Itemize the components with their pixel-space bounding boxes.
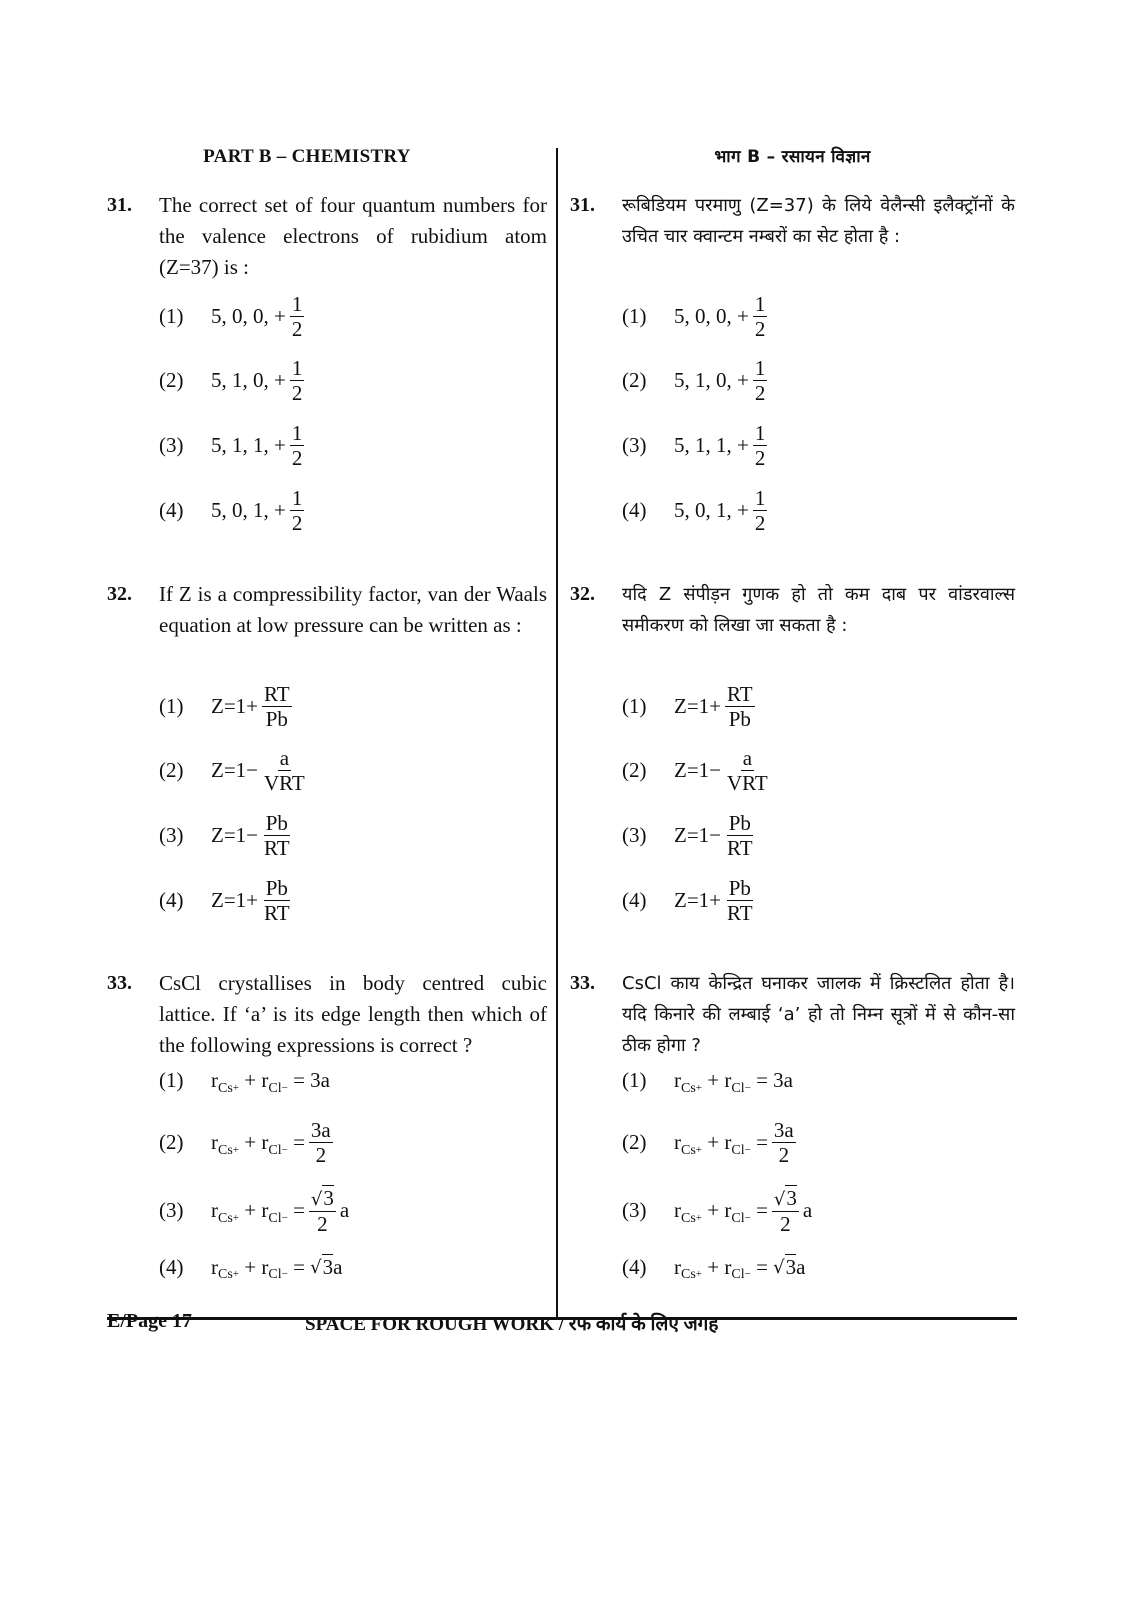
option-4: (4) 5, 0, 1, + $\frac{1}{2}$: [622, 486, 766, 536]
option-1: (1) Z=1+ $\frac{RT}{Pb}$: [159, 682, 290, 732]
option-3: (3) Z=1− $\frac{Pb}{RT}$: [159, 811, 290, 861]
page-number: E/Page 17: [107, 1310, 192, 1332]
option-1: (1) 5, 0, 0, + $\frac{1}{2}$: [622, 292, 766, 342]
option-2: (2) Z=1− $\frac{a}{\text{VRT}}$: [622, 746, 768, 796]
hindi-column: [570, 140, 1015, 1282]
option-1: (1) r Cs+ + r Cl− = 3a: [159, 1068, 330, 1096]
part-title: भाग B – रसायन विज्ञान: [714, 147, 871, 167]
option-2: (2) 5, 1, 0, + $\frac{1}{2}$: [159, 356, 303, 406]
question-text: रूबिडियम परमाणु (Z=37) के लिये वेलैन्सी इलैक्ट्रॉनों के उचित चार क्वान्टम नम्बरों का सेट होता है :: [622, 195, 1015, 247]
option-4: (4) Z=1+ $\frac{Pb}{RT}$: [622, 876, 753, 926]
question-text: The correct set of four quantum numbers for the valence electrons of rubidium atom (Z=37) is :: [159, 193, 547, 279]
question-number: 32.: [107, 583, 132, 605]
part-title: PART B – CHEMISTRY: [203, 146, 411, 167]
option-2: (2) r Cs+ + r Cl− = $\frac{3a}{2}$: [159, 1118, 331, 1168]
option-4: (4) r Cs+ + r Cl− = √ 3 a: [622, 1254, 806, 1282]
question-31: [107, 190, 547, 283]
option-1: (1) r Cs+ + r Cl− = 3a: [622, 1068, 793, 1096]
question-32: [570, 579, 1015, 641]
rough-work-label: SPACE FOR ROUGH WORK / रफ कार्य के लिए जगह: [305, 1314, 719, 1335]
question-32: [107, 579, 547, 641]
question-number: 33.: [570, 972, 595, 994]
question-number: 31.: [570, 194, 595, 216]
question-33: [570, 968, 1015, 1061]
option-2: (2) Z=1− $\frac{a}{\text{VRT}}$: [159, 746, 305, 796]
question-33: [107, 968, 547, 1061]
option-1: (1) 5, 0, 0, + $\frac{1}{2}$: [159, 292, 303, 342]
question-text: CsCl काय केन्द्रित घनाकर जालक में क्रिस्टलित होता है। यदि किनारे की लम्बाई ‘a’ हो तो निम्न सूत्रों में से कौन-सा ठीक होगा ?: [622, 973, 1015, 1056]
question-31: [570, 190, 1015, 252]
question-text: यदि Z संपीड़न गुणक हो तो कम दाब पर वांडरवाल्स समीकरण को लिखा जा सकता है :: [622, 584, 1015, 636]
question-number: 31.: [107, 194, 132, 216]
option-3: (3) Z=1− $\frac{Pb}{RT}$: [622, 811, 753, 861]
option-3: (3) r Cs+ + r Cl− = $\frac{√3}{2}$ a: [622, 1186, 813, 1236]
option-2: (2) 5, 1, 0, + $\frac{1}{2}$: [622, 356, 766, 406]
option-4: (4) r Cs+ + r Cl− = √ 3 a: [159, 1254, 343, 1282]
question-number: 33.: [107, 972, 132, 994]
option-4: (4) Z=1+ $\frac{Pb}{RT}$: [159, 876, 290, 926]
option-1: (1) Z=1+ $\frac{RT}{Pb}$: [622, 682, 753, 732]
english-column: [107, 140, 547, 1282]
question-number: 32.: [570, 583, 595, 605]
question-text: If Z is a compressibility factor, van der Waals equation at low pressure can be written as :: [159, 582, 547, 637]
question-text: CsCl crystallises in body centred cubic lattice. If ‘a’ is its edge length then which of the following expressions is correct ?: [159, 971, 547, 1057]
option-3: (3) r Cs+ + r Cl− = $\frac{√3}{2}$ a: [159, 1186, 350, 1236]
option-2: (2) r Cs+ + r Cl− = $\frac{3a}{2}$: [622, 1118, 794, 1168]
option-3: (3) 5, 1, 1, + $\frac{1}{2}$: [622, 421, 766, 471]
option-3: (3) 5, 1, 1, + $\frac{1}{2}$: [159, 421, 303, 471]
column-divider: [556, 148, 558, 1318]
option-4: (4) 5, 0, 1, + $\frac{1}{2}$: [159, 486, 303, 536]
